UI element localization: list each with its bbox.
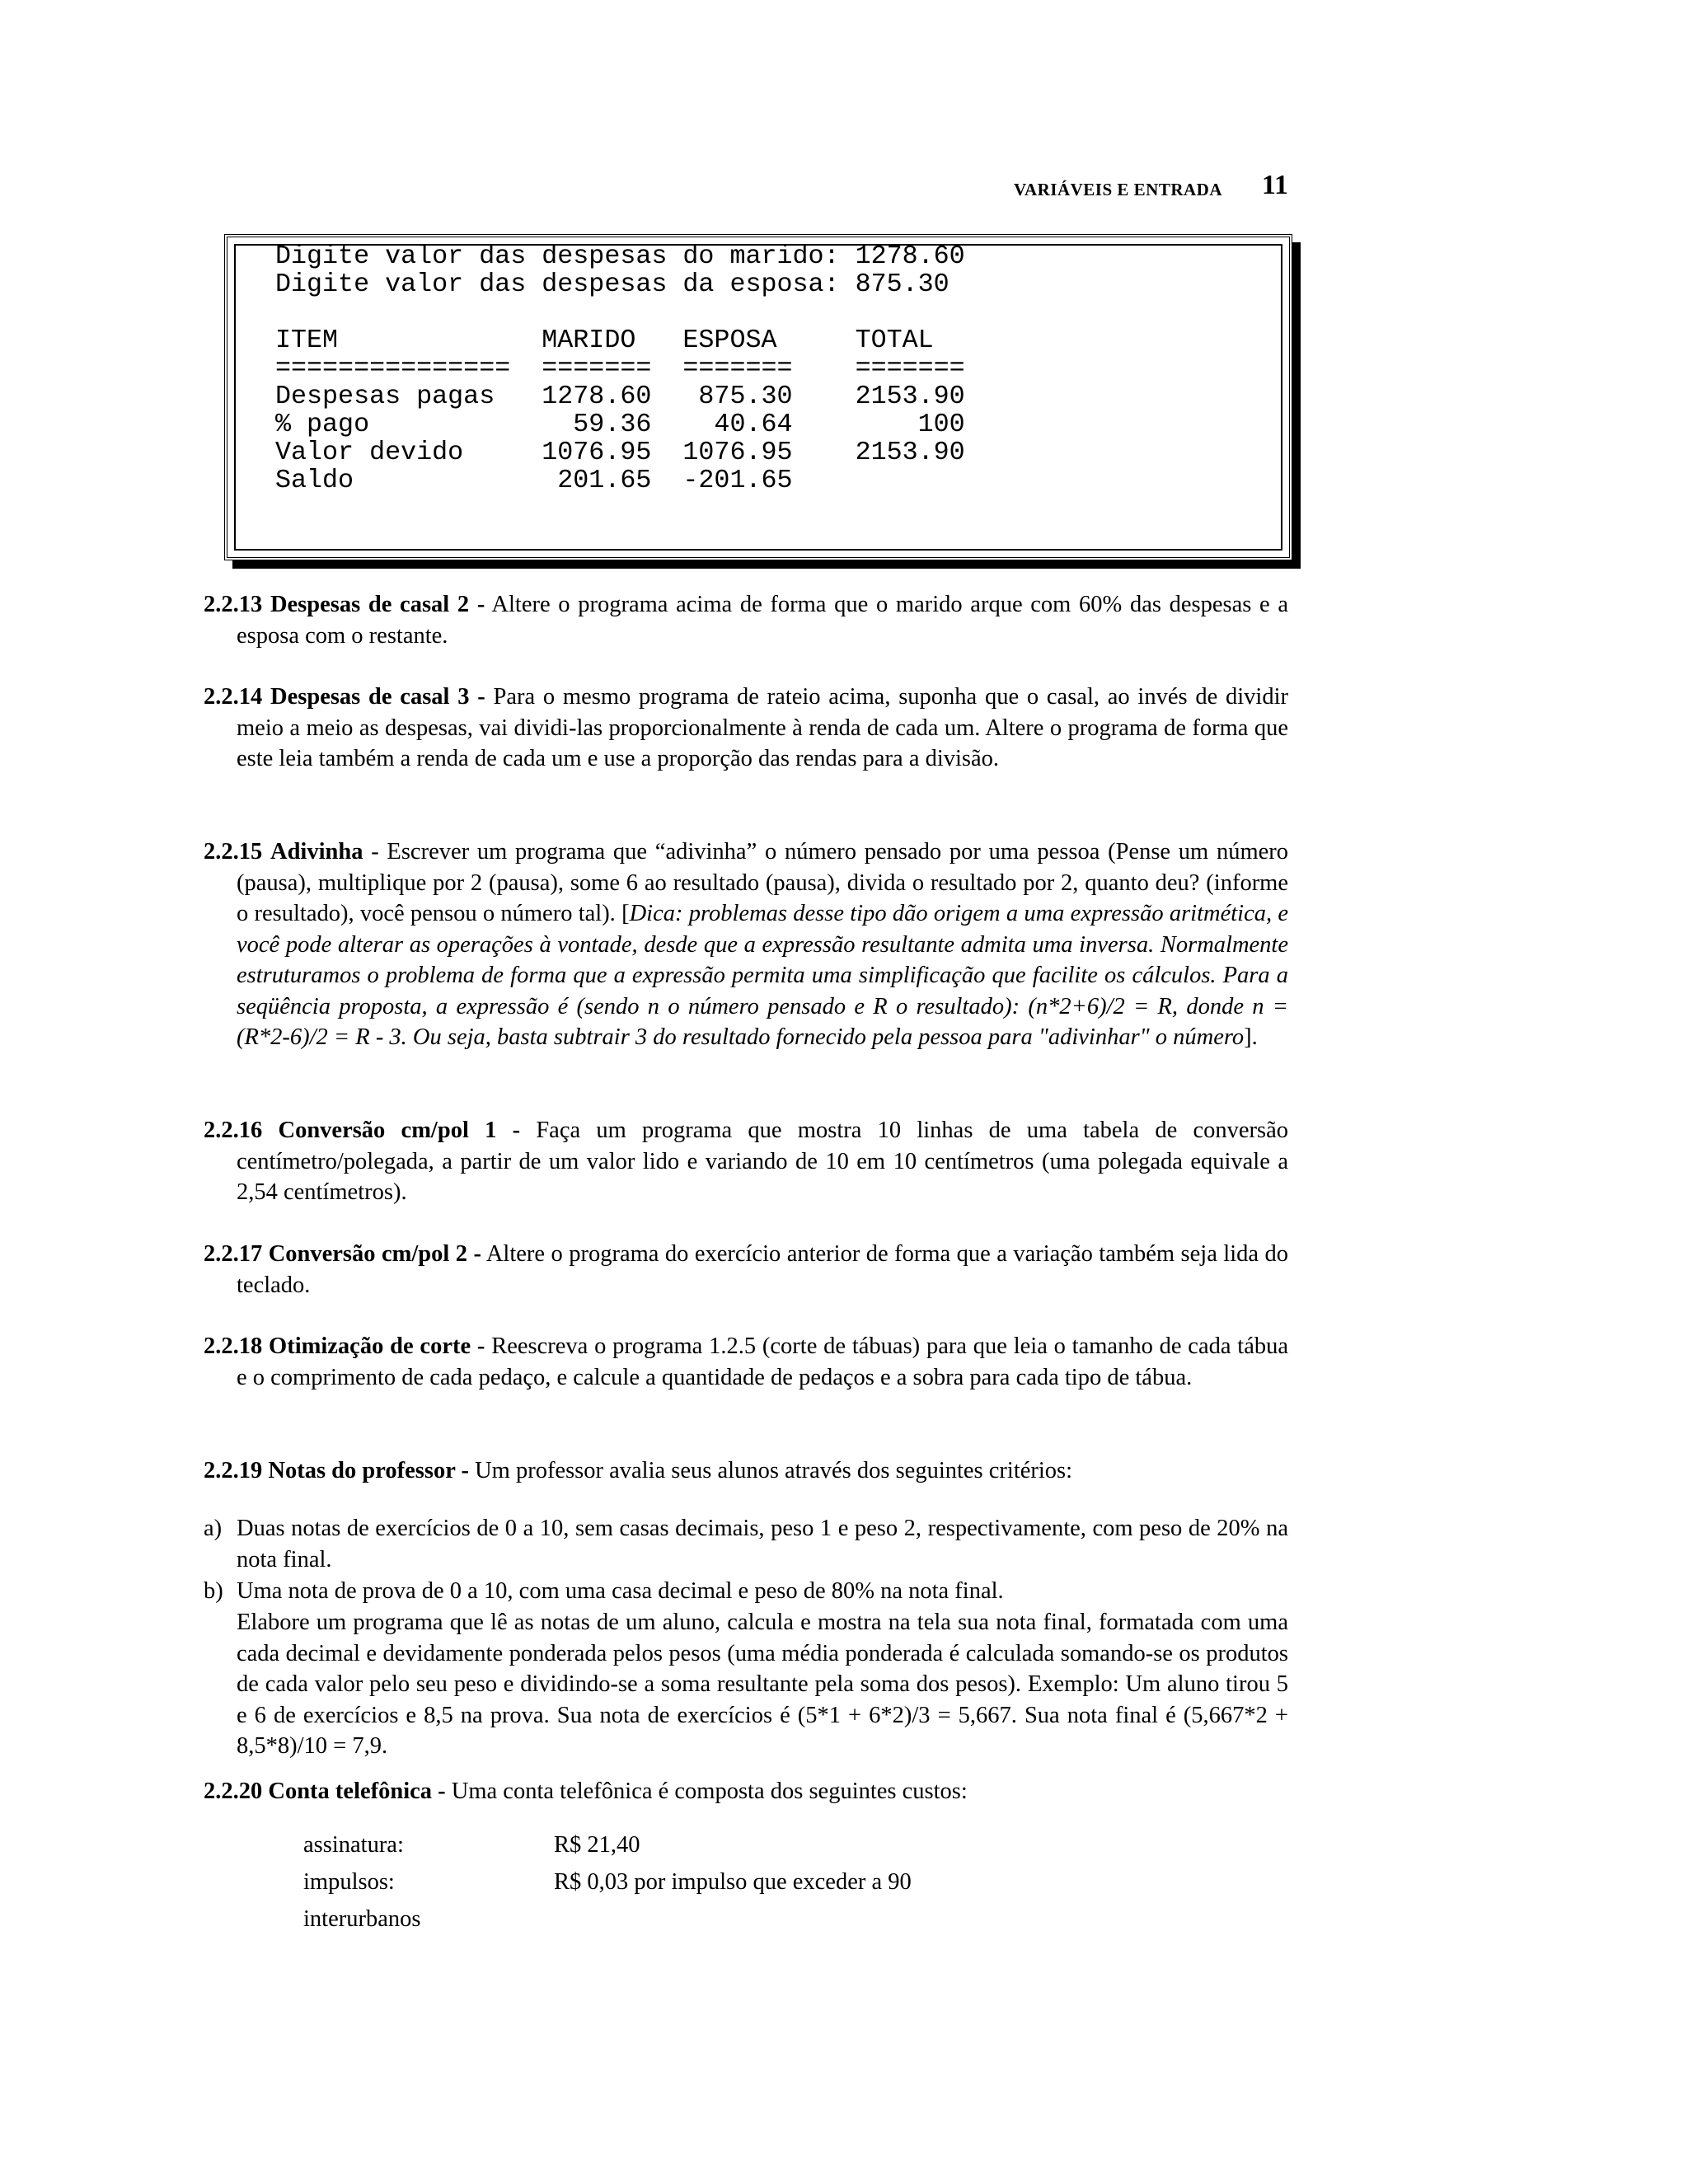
exercise-number: 2.2.14 — [204, 684, 263, 710]
exercise-title: Notas do professor - — [268, 1458, 469, 1483]
exercise-text: Uma conta telefônica é composta dos seguintes custos: — [451, 1779, 968, 1804]
exercise-number: 2.2.15 — [204, 839, 263, 865]
exercise-paragraph: Elabore um programa que lê as notas de um aluno, calcula e mostra na tela sua nota final, formatada com uma cada decimal e devidamente ponderada pelos pesos (uma média ponderada é calculada somando-se os produtos de cada valor pelo seu peso e dividindo-se a soma resultante pela soma dos pesos). Exemplo: Um aluno tirou 5 e 6 de exercícios e 8,5 na prova. Sua nota de exercícios é (5*1 + 6*2)/3 = 5,667. Sua nota final é (5,667*2 + 8,5*8)/10 = 7,9. — [237, 1610, 1288, 1759]
terminal-line: Digite valor das despesas do marido: 1278.60 — [275, 241, 965, 271]
page-header — [824, 170, 1288, 211]
terminal-line: Digite valor das despesas da esposa: 875.30 — [275, 269, 950, 299]
exercise-2-2-16 — [204, 1115, 1288, 1208]
cost-name: impulsos: — [303, 1869, 395, 1895]
exercise-text: Altere o programa do exercício anterior de forma que a variação também seja lida do teclado. — [237, 1241, 1288, 1298]
exercise-text: Um professor avalia seus alunos através dos seguintes critérios: — [475, 1458, 1073, 1483]
exercise-text: - Escrever um programa que “adivinha” o número pensado por uma pessoa (Pense um número (pausa), multiplique por 2 (pausa), some 6 ao resultado (pausa), divida o resultado por 2, quanto deu? (informe o resultado), você pensou o número tal). — [237, 839, 1288, 926]
hint-bracket-open: [ — [621, 901, 630, 926]
terminal-line: Despesas pagas 1278.60 875.30 2153.90 — [275, 382, 965, 411]
hint-bracket-close: ]. — [1244, 1024, 1258, 1050]
exercise-number: 2.2.17 — [204, 1241, 263, 1267]
exercise-text: Faça um programa que mostra 10 linhas de uma tabela de conversão centímetro/polegada, a partir de um valor lido e variando de 10 em 10 centímetros (uma polegada equivale a 2,54 centímetros). — [237, 1118, 1289, 1205]
terminal-output-box — [224, 234, 1292, 560]
exercise-title: Despesas de casal 2 - — [270, 592, 485, 617]
list-item-text: Uma nota de prova de 0 a 10, com uma casa decimal e peso de 80% na nota final. — [237, 1578, 1004, 1604]
exercise-2-2-17 — [204, 1239, 1288, 1301]
exercise-number: 2.2.13 — [204, 592, 263, 617]
exercise-title: Adivinha — [270, 839, 363, 865]
exercise-title: Conversão cm/pol 2 - — [268, 1241, 481, 1267]
list-item — [204, 1513, 1288, 1575]
exercise-title: Conversão cm/pol 1 - — [278, 1118, 521, 1143]
page-number: 11 — [1261, 170, 1288, 200]
terminal-line: Valor devido 1076.95 1076.95 2153.90 — [275, 438, 965, 467]
exercise-2-2-14 — [204, 682, 1288, 775]
exercise-2-2-20 — [204, 1776, 1288, 1807]
list-item-label: a) — [204, 1516, 223, 1541]
list-item-label: b) — [204, 1578, 223, 1604]
cost-name: interurbanos — [303, 1906, 421, 1932]
exercise-hint: Dica: problemas desse tipo dão origem a uma expressão aritmética, e você pode alterar as operações à vontade, desde que a expressão resultante admita uma inversa. Normalmente estruturamos o problema de forma que a expressão permita uma simplificação que facilite os cálculos. Para a seqüência proposta, a expressão é (sendo n o número pensado e R o resultado): (n*2+6)/2 = R, donde n = (R*2-6)/2 = R - 3. Ou seja, basta subtrair 3 do resultado fornecido pela pessoa para "adivinhar" o número — [237, 901, 1289, 1050]
terminal-line: ITEM MARIDO ESPOSA TOTAL — [275, 326, 934, 355]
running-title: VARIÁVEIS E ENTRADA — [1014, 180, 1222, 199]
exercise-number: 2.2.18 — [204, 1333, 263, 1359]
cost-value: R$ 0,03 por impulso que exceder a 90 — [554, 1869, 912, 1895]
list-item-text: Duas notas de exercícios de 0 a 10, sem casas decimais, peso 1 e peso 2, respectivamente, com peso de 20% na nota final. — [237, 1516, 1288, 1572]
terminal-line: =============== ======= ======= ======= — [275, 354, 965, 383]
exercise-2-2-19 — [204, 1455, 1288, 1487]
exercise-text: Altere o programa acima de forma que o marido arque com 60% das despesas e a esposa com o restante. — [237, 592, 1288, 649]
terminal-line: % pago 59.36 40.64 100 — [275, 410, 965, 439]
cost-row — [303, 1867, 1045, 1900]
cost-row — [303, 1904, 1045, 1937]
exercise-title: Conta telefônica - — [268, 1779, 446, 1804]
exercise-text: Para o mesmo programa de rateio acima, suponha que o casal, ao invés de dividir meio a meio as despesas, vai dividi-las proporcionalmente à renda de cada um. Altere o programa de forma que este leia também a renda de cada um e use a proporção das rendas para a divisão. — [237, 684, 1288, 771]
exercise-2-2-18 — [204, 1331, 1288, 1393]
exercise-number: 2.2.19 — [204, 1458, 263, 1483]
exercise-text: Reescreva o programa 1.2.5 (corte de tábuas) para que leia o tamanho de cada tábua e o comprimento de cada pedaço, e calcule a quantidade de pedaços e a sobra para cada tipo de tábua. — [237, 1333, 1289, 1390]
exercise-2-2-13 — [204, 589, 1288, 651]
exercise-2-2-15 — [204, 837, 1288, 1053]
exercise-title: Otimização de corte - — [269, 1333, 485, 1359]
exercise-title: Despesas de casal 3 - — [270, 684, 485, 710]
terminal-line: Saldo 201.65 -201.65 — [275, 466, 793, 495]
cost-value: R$ 21,40 — [554, 1832, 640, 1858]
cost-name: assinatura: — [303, 1832, 404, 1858]
exercise-number: 2.2.20 — [204, 1779, 263, 1804]
cost-row — [303, 1830, 1045, 1863]
list-item — [204, 1576, 1288, 1607]
exercise-number: 2.2.16 — [204, 1118, 263, 1143]
